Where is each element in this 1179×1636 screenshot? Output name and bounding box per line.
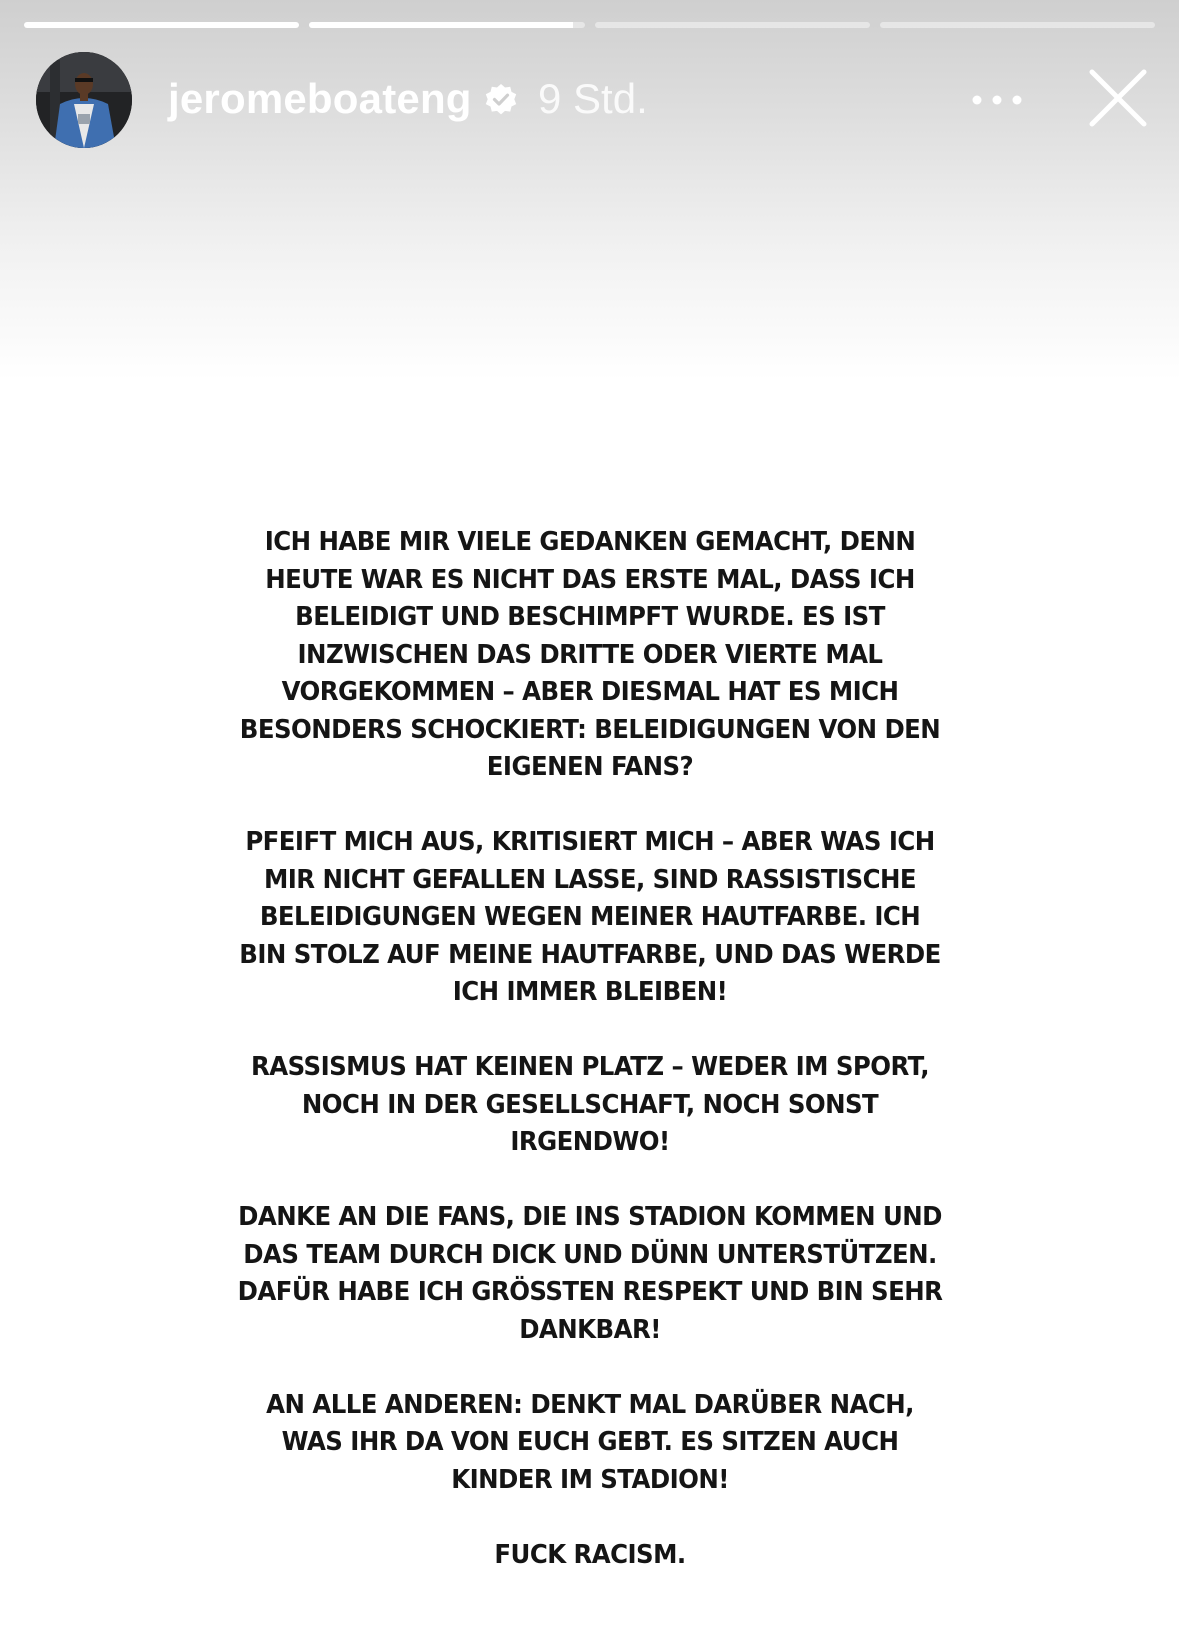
progress-segment xyxy=(880,22,1155,28)
more-dots-icon[interactable] xyxy=(971,82,1023,118)
progress-segment xyxy=(309,22,584,28)
story-timestamp: 9 Std. xyxy=(538,75,648,122)
progress-segment-fill xyxy=(24,22,299,28)
close-icon[interactable] xyxy=(1086,66,1150,130)
verified-badge-icon xyxy=(484,83,518,117)
avatar-photo-icon xyxy=(36,52,132,148)
message-paragraph: RASSISMUS HAT KEINEN PLATZ – WEDER IM SPORT, NOCH IN DER GESELLSCHAFT, NOCH SONST IRGENDWO! xyxy=(250,1052,929,1157)
story-header xyxy=(36,52,1156,148)
progress-segment xyxy=(24,22,299,28)
progress-segment-fill xyxy=(309,22,573,28)
message-paragraph: DANKE AN DIE FANS, DIE INS STADION KOMMEN UND DAS TEAM DURCH DICK UND DÜNN UNTERSTÜTZEN. DAFÜR HABE ICH GRÖSSTEN RESPEKT UND BIN SEHR DANKBAR! xyxy=(237,1202,943,1345)
story-progress-bar xyxy=(24,22,1155,28)
message-paragraph: PFEIFT MICH AUS, KRITISIERT MICH – ABER WAS ICH MIR NICHT GEFALLEN LASSE, SIND RASSISTISCHE BELEIDIGUNGEN WEGEN MEINER HAUTFARBE. ICH BIN STOLZ AUF MEINE HAUTFARBE, UND DAS WERDE ICH IMMER BLEIBEN! xyxy=(239,827,941,1007)
avatar[interactable] xyxy=(36,52,132,148)
progress-segment xyxy=(595,22,870,28)
story-text-message xyxy=(205,524,976,1574)
username[interactable]: jeromeboateng xyxy=(168,75,472,122)
message-paragraph: FUCK RACISM. xyxy=(494,1539,686,1570)
message-paragraph: AN ALLE ANDEREN: DENKT MAL DARÜBER NACH, WAS IHR DA VON EUCH GEBT. ES SITZEN AUCH KINDER IM STADION! xyxy=(266,1389,914,1495)
message-paragraph: ICH HABE MIR VIELE GEDANKEN GEMACHT, DENN HEUTE WAR ES NICHT DAS ERSTE MAL, DASS ICH BELEIDIGT UND BESCHIMPFT WURDE. ES IST INZWISCHEN DAS DRITTE ODER VIERTE MAL VORGEKOMMEN – ABER DIESMAL HAT ES MICH BESONDERS SCHOCKIERT: BELEIDIGUNGEN VON DEN EIGENEN FANS? xyxy=(239,527,941,782)
